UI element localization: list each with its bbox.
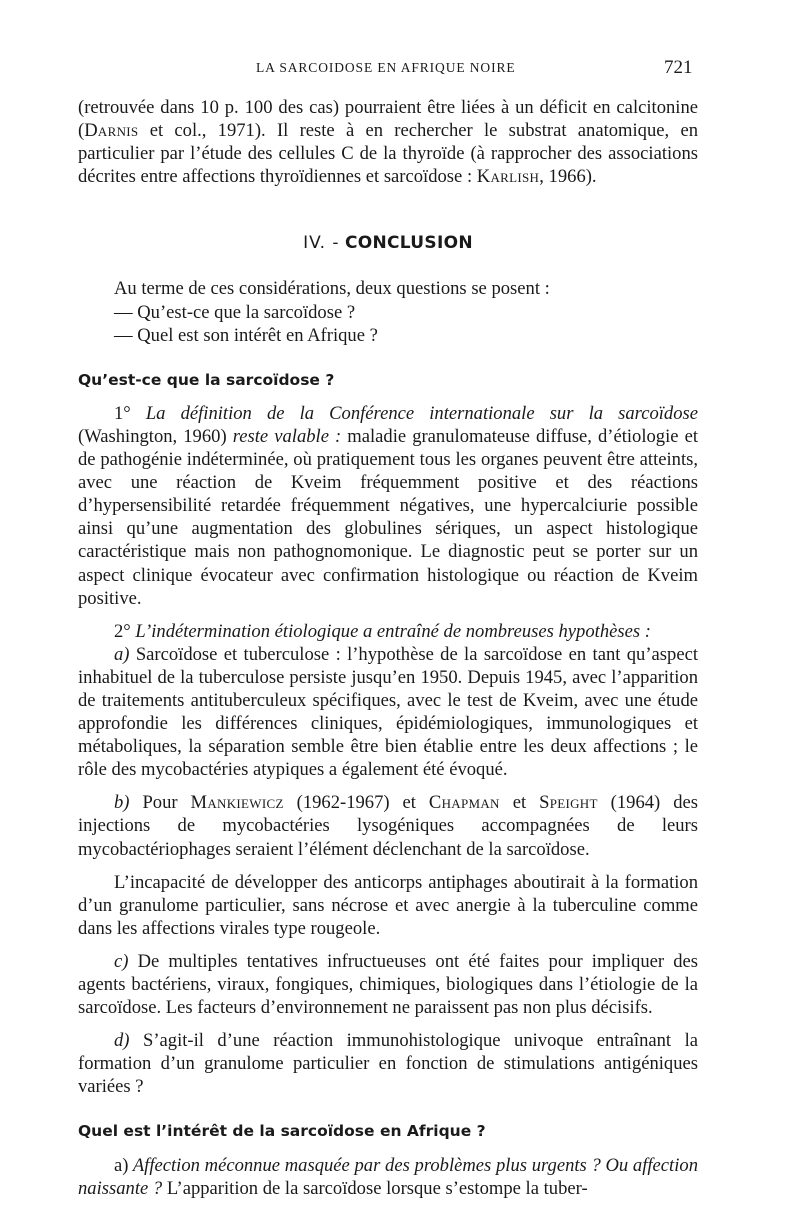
text-run: De multiples tentatives infructueuses ont été faites pour impliquer des agents bactériens, viraux, fongiques, chimiques, biologiques dans l’étiologie de la sarcoïdose. Les facteurs d’environnement ne paraissent pas non plus décisifs. — [78, 950, 698, 1019]
item-letter: b) — [114, 792, 130, 814]
item-letter: d) — [114, 1030, 130, 1052]
intro-paragraph: Au terme de ces considérations, deux questions se posent : — [114, 278, 550, 300]
item-letter: c) — [114, 950, 129, 972]
text-run: maladie granulomateuse diffuse, d’étiologie et de pathogénie indéterminée, où pratiquement tous les organes peuvent être atteints, avec une réaction de Kveim fréquemment positive et des réactions d’hypersensibilité retardée fréquemment négatives, une hypercalciurie possible ainsi qu’une augmentation des globulines sériques, un aspect histologique caractéristique mais non pathognomonique. Le diagnostic peut se porter sur un aspect clinique évocateur avec confirmation histologique ou réaction de Kveim positive. — [78, 425, 698, 609]
author-citation: Mankiewicz — [190, 792, 284, 814]
text-run: Pour — [129, 792, 191, 814]
running-header — [0, 57, 800, 84]
subheading-afrique: Quel est l’intérêt de la sarcoïdose en Afrique ? — [78, 1122, 486, 1141]
paragraph-tentatives — [78, 950, 698, 1019]
italic-text: L’indétermination étiologique a entraîné de nombreuses hypothèses : — [135, 620, 651, 642]
paragraph-mycobacteries — [78, 791, 698, 860]
paragraph-calcitonine — [78, 96, 698, 188]
italic-text: Affection méconnue masquée par des problèmes plus urgents ? Ou affection naissante ? — [78, 1154, 698, 1199]
text-run: S’agit-il d’une réaction immunohistologique univoque entraînant la formation d’un granulome particulier en fonction de stimulations antigéniques variées ? — [78, 1030, 698, 1098]
body-text — [78, 96, 698, 1200]
text-run: , 1966). — [539, 166, 597, 188]
item-number: 2° — [114, 620, 131, 642]
paragraph-immunohistologique — [78, 1029, 698, 1098]
author-citation: Darnis — [84, 120, 139, 142]
paragraph-hypotheses — [78, 620, 698, 643]
subheading-definition: Qu’est-ce que la sarcoïdose ? — [78, 370, 335, 389]
question-item: — Qu’est-ce que la sarcoïdose ? — [114, 301, 356, 323]
paragraph-tuberculose — [78, 643, 698, 782]
section-number: IV. - — [303, 233, 340, 254]
text-run: L’apparition de la sarcoïdose lorsque s’estompe la tuber- — [162, 1177, 588, 1199]
paragraph-anticorps: L’incapacité de développer des anticorps antiphages aboutirait à la formation d’un granulome particulier, sans nécrose et avec anergie à la tuberculine comme dans les affections virales type rougeole. — [78, 871, 698, 939]
item-number: 1° — [114, 402, 131, 424]
running-title: LA SARCOIDOSE EN AFRIQUE NOIRE — [256, 60, 516, 75]
text-run: (1962-1967) et — [283, 792, 429, 814]
text-run: (Washington, 1960) — [78, 425, 233, 447]
text-run: (retrouvée dans 10 p. 100 des cas) pourraient être liées à un déficit en calcitonine ( — [78, 97, 698, 142]
paragraph-definition — [78, 402, 698, 610]
text-run: et col., 1971). Il reste à en rechercher le substrat anatomique, en particulier par l’étude des cellules C de la thyroïde (à rapprocher des associations décrites entre affections thyroïdiennes et sarcoïdose : — [78, 120, 698, 188]
page-number: 721 — [664, 57, 693, 78]
item-letter: a) — [114, 1154, 129, 1176]
text-run: (1964) des injections de mycobactéries lysogéniques accompagnées de leurs mycobactériophages seraient l’élément déclenchant de la sarcoïdose. — [78, 792, 698, 860]
item-letter: a) — [114, 643, 130, 665]
section-heading — [78, 232, 698, 255]
italic-text: La définition de la Conférence internationale sur la sarcoïdose — [145, 402, 698, 424]
italic-text: reste valable : — [232, 425, 342, 447]
question-item: — Quel est son intérêt en Afrique ? — [114, 324, 378, 346]
text-run: et — [499, 792, 540, 814]
author-citation: Speight — [539, 792, 598, 814]
paragraph-afrique — [78, 1154, 698, 1200]
author-citation: Chapman — [428, 792, 500, 814]
author-citation: Karlish — [476, 166, 540, 188]
text-run: Sarcoïdose et tuberculose : l’hypothèse de la sarcoïdose en tant qu’aspect inhabituel de la tuberculose persiste jusqu’en 1950. Depuis 1945, avec l’apparition de traitements antituberculeux spécifiques, avec le test de Kveim, avec une étude approfondie les différences cliniques, épidémiologiques, immunologiques et métaboliques, la séparation semble être bien établie entre les deux affections ; le rôle des mycobactéries atypiques a également été évoqué. — [78, 643, 698, 781]
section-title: CONCLUSION — [344, 233, 473, 254]
